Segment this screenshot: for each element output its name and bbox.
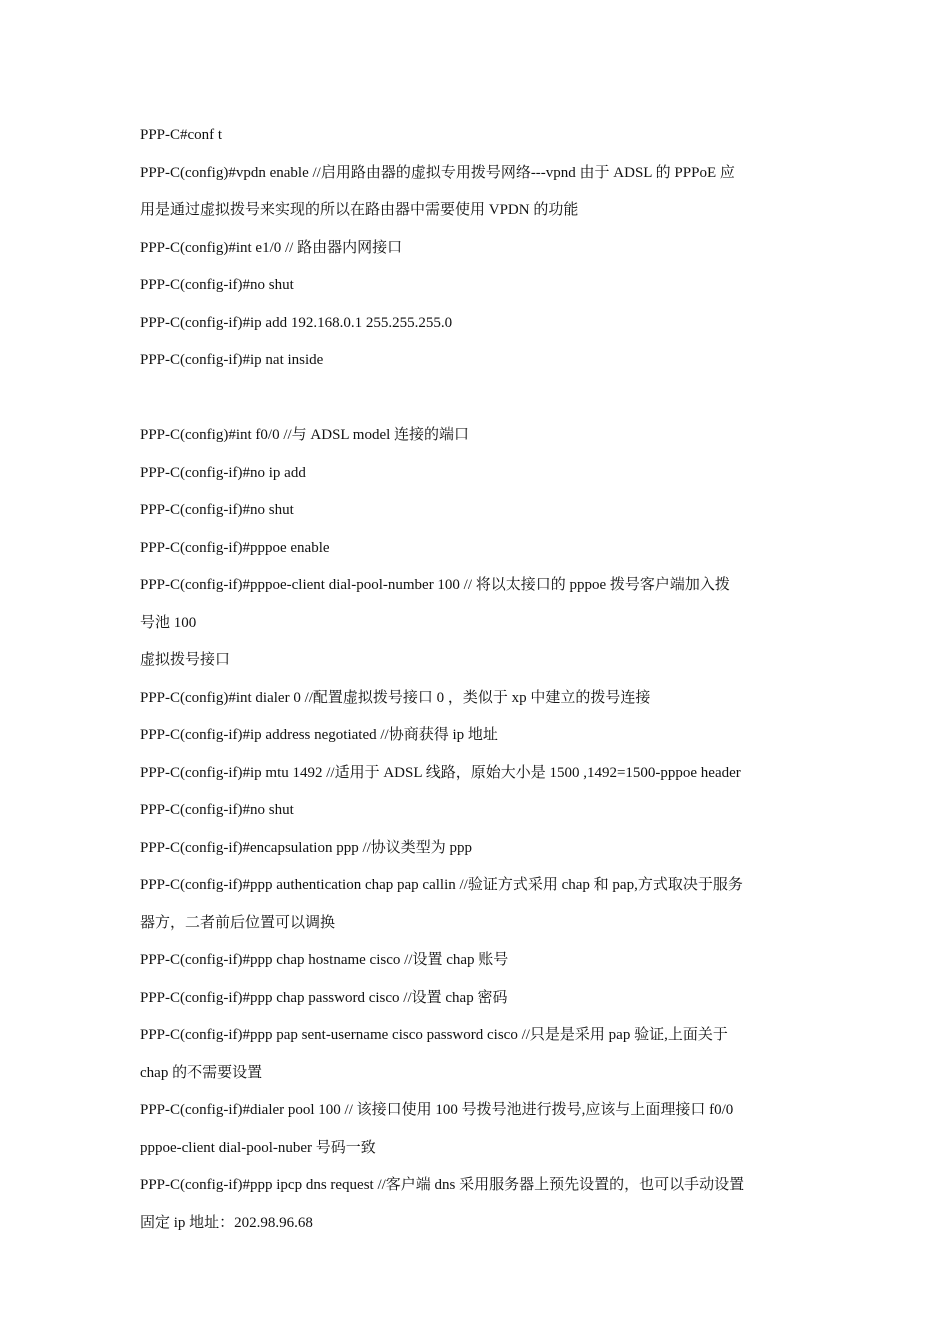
text-line: PPP-C(config-if)#ip address negotiated //协商获得 ip 地址 <box>140 727 498 743</box>
text-line: PPP-C(config-if)#ip nat inside <box>140 352 324 368</box>
section-label: 虚拟拨号接口 <box>140 652 231 668</box>
text-line: chap 的不需要设置 <box>140 1064 263 1081</box>
text-line: PPP-C(config-if)#ppp ipcp dns request //客户端 dns 采用服务器上预先设置的，也可以手动设置 <box>140 1177 745 1193</box>
text-line: PPP-C(config-if)#no shut <box>140 502 294 518</box>
text-line: PPP-C(config-if)#ip add 192.168.0.1 255.255.255.0 <box>140 314 453 331</box>
text-line: PPP-C(config-if)#encapsulation ppp //协议类型为 ppp <box>140 839 473 856</box>
text-line: PPP-C(config-if)#ppp chap password cisco //设置 chap 密码 <box>140 989 508 1006</box>
text-line: PPP-C(config-if)#no ip add <box>140 464 306 481</box>
text-line: 器方，二者前后位置可以调换 <box>140 914 336 931</box>
text-line: 固定 ip 地址：202.98.96.68 <box>140 1214 313 1231</box>
text-line: PPP-C(config-if)#no shut <box>140 802 294 818</box>
text-line: PPP-C(config-if)#ip mtu 1492 //适用于 ADSL 线路，原始大小是 1500 ,1492=1500-pppoe header <box>140 764 741 781</box>
text-line: PPP-C(config-if)#no shut <box>140 277 294 293</box>
text-line: PPP-C(config)#int e1/0 // 路由器内网接口 <box>140 239 403 256</box>
text-line: PPP-C(config)#int f0/0 //与 ADSL model 连接的端口 <box>140 427 470 443</box>
text-line: 号池 100 <box>140 614 197 631</box>
text-line: PPP-C(config-if)#ppp pap sent-username cisco password cisco //只是是采用 pap 验证,上面关于 <box>140 1027 728 1043</box>
text-line: PPP-C(config-if)#ppp chap hostname cisco //设置 chap 账号 <box>140 952 509 968</box>
blank-line <box>140 387 820 425</box>
text-line: pppoe-client dial-pool-nuber 号码一致 <box>140 1139 376 1156</box>
text-line: PPP-C(config-if)#pppoe enable <box>140 539 330 556</box>
text-line: PPP-C(config-if)#ppp authentication chap pap callin //验证方式采用 chap 和 pap,方式取决于服务 <box>140 877 743 893</box>
text-line: PPP-C(config-if)#dialer pool 100 // 该接口使用 100 号拨号池进行拨号,应该与上面理接口 f0/0 <box>140 1102 734 1118</box>
document-body <box>140 124 820 1249</box>
text-line: PPP-C(config)#vpdn enable //启用路由器的虚拟专用拨号网络---vpnd 由于 ADSL 的 PPPoE 应 <box>140 164 735 181</box>
text-line: PPP-C(config)#int dialer 0 //配置虚拟拨号接口 0 ，类似于 xp 中建立的拨号连接 <box>140 689 651 706</box>
text-line: PPP-C#conf t <box>140 127 223 143</box>
text-line: 用是通过虚拟拨号来实现的所以在路由器中需要使用 VPDN 的功能 <box>140 202 579 218</box>
text-line: PPP-C(config-if)#pppoe-client dial-pool-number 100 // 将以太接口的 pppoe 拨号客户端加入拨 <box>140 577 730 593</box>
